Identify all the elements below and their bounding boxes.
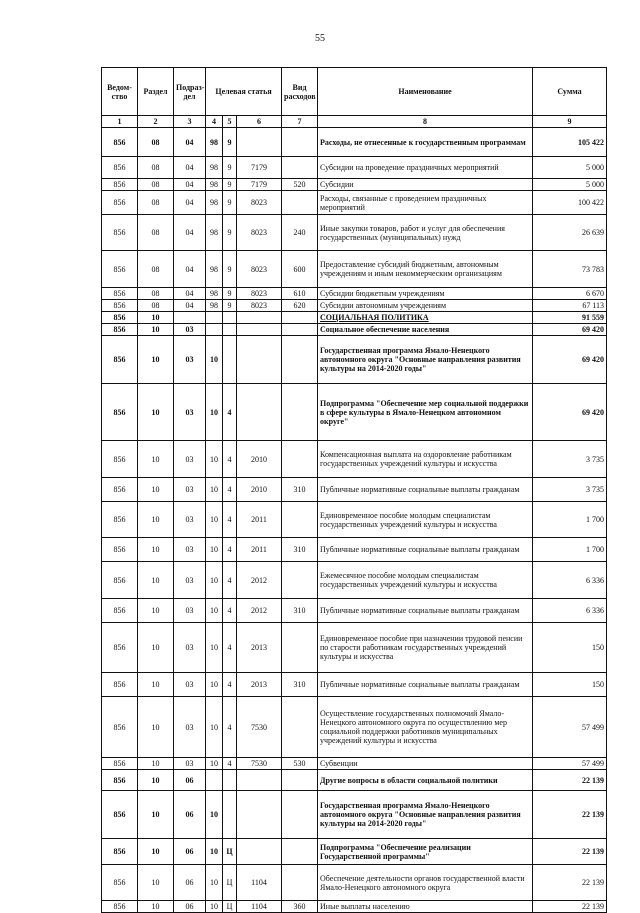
row-vedomstvo: 856 <box>102 502 138 538</box>
row-celevaya-2: 9 <box>223 191 237 215</box>
row-vid-rashodov: 310 <box>282 673 318 697</box>
row-celevaya-1: 10 <box>206 791 223 839</box>
row-celevaya-1: 10 <box>206 623 223 673</box>
row-vedomstvo: 856 <box>102 839 138 865</box>
row-razdel: 10 <box>138 770 174 791</box>
row-celevaya-1: 10 <box>206 384 223 441</box>
row-vedomstvo: 856 <box>102 791 138 839</box>
row-celevaya-2: 9 <box>223 179 237 191</box>
row-celevaya-3: 7179 <box>237 157 282 179</box>
row-razdel: 10 <box>138 562 174 599</box>
row-celevaya-3: 8023 <box>237 300 282 312</box>
row-naimenovanie: Публичные нормативные социальные выплаты гражданам <box>318 538 533 562</box>
row-celevaya-1: 10 <box>206 901 223 913</box>
row-celevaya-1: 98 <box>206 215 223 251</box>
column-number: 8 <box>318 116 533 128</box>
row-celevaya-2: 9 <box>223 300 237 312</box>
row-celevaya-3 <box>237 336 282 384</box>
row-vid-rashodov <box>282 502 318 538</box>
row-celevaya-1: 10 <box>206 599 223 623</box>
row-podrazdel: 03 <box>174 673 206 697</box>
header-razdel: Раздел <box>138 68 174 116</box>
row-razdel: 08 <box>138 215 174 251</box>
table-row <box>102 758 607 770</box>
row-summa: 57 499 <box>533 758 607 770</box>
row-vedomstvo: 856 <box>102 758 138 770</box>
table-row <box>102 441 607 478</box>
row-vid-rashodov: 310 <box>282 478 318 502</box>
row-naimenovanie: Социальное обеспечение населения <box>318 324 533 336</box>
row-celevaya-2: Ц <box>223 839 237 865</box>
row-vedomstvo: 856 <box>102 901 138 913</box>
table-row <box>102 300 607 312</box>
row-celevaya-1: 98 <box>206 157 223 179</box>
row-razdel: 10 <box>138 901 174 913</box>
row-vedomstvo: 856 <box>102 478 138 502</box>
row-summa: 26 639 <box>533 215 607 251</box>
row-summa: 150 <box>533 673 607 697</box>
row-summa: 100 422 <box>533 191 607 215</box>
row-naimenovanie: Субсидии автономным учреждениям <box>318 300 533 312</box>
row-naimenovanie: Осуществление государственных полномочий Ямало-Ненецкого автономного округа по осуществлению мер социальной поддержки работников муниципальных учреждений культуры и искусства <box>318 697 533 758</box>
row-summa: 22 139 <box>533 839 607 865</box>
row-razdel: 08 <box>138 288 174 300</box>
table-row <box>102 251 607 288</box>
row-razdel: 08 <box>138 251 174 288</box>
row-vid-rashodov: 240 <box>282 215 318 251</box>
table-row <box>102 502 607 538</box>
row-summa: 69 420 <box>533 324 607 336</box>
row-summa: 1 700 <box>533 502 607 538</box>
row-celevaya-3 <box>237 791 282 839</box>
row-razdel: 10 <box>138 441 174 478</box>
header-vedomstvo: Ведом-ство <box>102 68 138 116</box>
column-number: 6 <box>237 116 282 128</box>
row-celevaya-1: 10 <box>206 336 223 384</box>
row-naimenovanie: Компенсационная выплата на оздоровление работникам государственных учреждений культуры и искусства <box>318 441 533 478</box>
row-celevaya-1: 10 <box>206 441 223 478</box>
table-row <box>102 673 607 697</box>
row-celevaya-3: 2011 <box>237 502 282 538</box>
row-podrazdel: 03 <box>174 441 206 478</box>
column-number: 3 <box>174 116 206 128</box>
row-celevaya-2: 4 <box>223 697 237 758</box>
row-razdel: 10 <box>138 865 174 901</box>
row-celevaya-1: 10 <box>206 758 223 770</box>
row-celevaya-2: 4 <box>223 758 237 770</box>
row-vedomstvo: 856 <box>102 673 138 697</box>
row-celevaya-2 <box>223 791 237 839</box>
row-naimenovanie: Субсидии бюджетным учреждениям <box>318 288 533 300</box>
row-celevaya-1: 10 <box>206 538 223 562</box>
row-naimenovanie: Расходы, связанные с проведением праздничных мероприятий <box>318 191 533 215</box>
row-vid-rashodov <box>282 623 318 673</box>
row-podrazdel: 04 <box>174 288 206 300</box>
table-row <box>102 179 607 191</box>
row-celevaya-3: 1104 <box>237 901 282 913</box>
row-vid-rashodov <box>282 128 318 157</box>
row-summa: 22 139 <box>533 770 607 791</box>
row-razdel: 10 <box>138 758 174 770</box>
row-vid-rashodov <box>282 562 318 599</box>
row-celevaya-2: 4 <box>223 441 237 478</box>
row-celevaya-1: 98 <box>206 128 223 157</box>
row-celevaya-3 <box>237 839 282 865</box>
row-vedomstvo: 856 <box>102 215 138 251</box>
row-summa: 22 139 <box>533 791 607 839</box>
row-celevaya-3 <box>237 770 282 791</box>
row-podrazdel: 06 <box>174 865 206 901</box>
row-razdel: 10 <box>138 623 174 673</box>
row-naimenovanie: Публичные нормативные социальные выплаты гражданам <box>318 673 533 697</box>
row-naimenovanie: Государственная программа Ямало-Ненецкого автономного округа "Основные направления развития культуры на 2014-2020 годы" <box>318 791 533 839</box>
row-summa: 69 420 <box>533 336 607 384</box>
row-vid-rashodov <box>282 441 318 478</box>
row-celevaya-1: 10 <box>206 697 223 758</box>
row-vedomstvo: 856 <box>102 599 138 623</box>
row-vid-rashodov <box>282 312 318 324</box>
table-row <box>102 384 607 441</box>
table-row <box>102 288 607 300</box>
table-row <box>102 215 607 251</box>
row-naimenovanie: Публичные нормативные социальные выплаты гражданам <box>318 599 533 623</box>
row-vedomstvo: 856 <box>102 324 138 336</box>
row-naimenovanie: Расходы, не отнесенные к государственным программам <box>318 128 533 157</box>
row-summa: 22 139 <box>533 901 607 913</box>
row-celevaya-3 <box>237 312 282 324</box>
row-celevaya-3: 2013 <box>237 623 282 673</box>
table-row <box>102 865 607 901</box>
row-vid-rashodov: 360 <box>282 901 318 913</box>
row-vedomstvo: 856 <box>102 128 138 157</box>
row-naimenovanie: Иные выплаты населению <box>318 901 533 913</box>
row-celevaya-2 <box>223 324 237 336</box>
row-razdel: 10 <box>138 324 174 336</box>
table-row <box>102 157 607 179</box>
row-vedomstvo: 856 <box>102 623 138 673</box>
row-celevaya-3: 1104 <box>237 865 282 901</box>
column-number-row <box>102 116 607 128</box>
row-vid-rashodov <box>282 384 318 441</box>
row-naimenovanie: Единовременное пособие молодым специалистам государственных учреждений культуры и искусства <box>318 502 533 538</box>
row-vedomstvo: 856 <box>102 697 138 758</box>
row-vid-rashodov: 600 <box>282 251 318 288</box>
column-number: 2 <box>138 116 174 128</box>
row-naimenovanie: Субвенции <box>318 758 533 770</box>
row-celevaya-3: 8023 <box>237 215 282 251</box>
row-vedomstvo: 856 <box>102 865 138 901</box>
header-vid-rashodov: Вид расходов <box>282 68 318 116</box>
row-razdel: 08 <box>138 128 174 157</box>
row-celevaya-2 <box>223 770 237 791</box>
row-celevaya-3: 7179 <box>237 179 282 191</box>
row-summa: 69 420 <box>533 384 607 441</box>
row-razdel: 10 <box>138 673 174 697</box>
row-summa: 5 000 <box>533 179 607 191</box>
row-celevaya-1 <box>206 312 223 324</box>
row-summa: 57 499 <box>533 697 607 758</box>
row-naimenovanie: Предоставление субсидий бюджетным, автономным учреждениям и иным некоммерческим организациям <box>318 251 533 288</box>
row-naimenovanie: Подпрограмма "Обеспечение мер социальной поддержки в сфере культуры в Ямало-Ненецком автономном округе" <box>318 384 533 441</box>
header-row <box>102 68 607 116</box>
row-celevaya-3: 2013 <box>237 673 282 697</box>
row-celevaya-2 <box>223 336 237 384</box>
row-summa: 6 670 <box>533 288 607 300</box>
column-number: 4 <box>206 116 223 128</box>
row-celevaya-2: 4 <box>223 599 237 623</box>
row-razdel: 10 <box>138 478 174 502</box>
row-vid-rashodov <box>282 697 318 758</box>
row-podrazdel: 04 <box>174 251 206 288</box>
row-vedomstvo: 856 <box>102 251 138 288</box>
row-celevaya-3: 8023 <box>237 191 282 215</box>
row-podrazdel: 03 <box>174 478 206 502</box>
column-number: 1 <box>102 116 138 128</box>
row-naimenovanie: Другие вопросы в области социальной политики <box>318 770 533 791</box>
row-vid-rashodov: 310 <box>282 599 318 623</box>
row-razdel: 08 <box>138 300 174 312</box>
row-celevaya-2: 4 <box>223 502 237 538</box>
row-podrazdel: 03 <box>174 384 206 441</box>
row-celevaya-1: 98 <box>206 251 223 288</box>
row-celevaya-2: 4 <box>223 538 237 562</box>
row-celevaya-3: 2010 <box>237 478 282 502</box>
row-podrazdel: 03 <box>174 336 206 384</box>
row-vid-rashodov <box>282 865 318 901</box>
table-row <box>102 697 607 758</box>
row-razdel: 10 <box>138 384 174 441</box>
table-row <box>102 562 607 599</box>
row-summa: 73 783 <box>533 251 607 288</box>
row-celevaya-2: Ц <box>223 901 237 913</box>
row-vedomstvo: 856 <box>102 288 138 300</box>
row-vid-rashodov: 310 <box>282 538 318 562</box>
row-razdel: 08 <box>138 157 174 179</box>
header-celevaya-statya: Целевая статья <box>206 68 282 116</box>
row-vedomstvo: 856 <box>102 336 138 384</box>
row-celevaya-1 <box>206 770 223 791</box>
row-podrazdel: 03 <box>174 623 206 673</box>
row-celevaya-1: 98 <box>206 288 223 300</box>
row-razdel: 10 <box>138 502 174 538</box>
row-podrazdel: 03 <box>174 697 206 758</box>
row-celevaya-3: 7530 <box>237 697 282 758</box>
row-podrazdel <box>174 312 206 324</box>
row-celevaya-3: 2012 <box>237 562 282 599</box>
row-summa: 105 422 <box>533 128 607 157</box>
row-vid-rashodov: 620 <box>282 300 318 312</box>
row-celevaya-1: 10 <box>206 865 223 901</box>
row-celevaya-2: 4 <box>223 673 237 697</box>
row-celevaya-3: 8023 <box>237 288 282 300</box>
column-number: 5 <box>223 116 237 128</box>
row-celevaya-3 <box>237 384 282 441</box>
row-podrazdel: 04 <box>174 179 206 191</box>
row-podrazdel: 04 <box>174 300 206 312</box>
row-naimenovanie: Иные закупки товаров, работ и услуг для обеспечения государственных (муниципальных) нужд <box>318 215 533 251</box>
table-row <box>102 623 607 673</box>
row-celevaya-3: 7530 <box>237 758 282 770</box>
page-number: 55 <box>315 33 325 44</box>
row-celevaya-3 <box>237 324 282 336</box>
row-celevaya-2: 4 <box>223 623 237 673</box>
row-vedomstvo: 856 <box>102 770 138 791</box>
row-summa: 6 336 <box>533 599 607 623</box>
row-celevaya-2: 9 <box>223 157 237 179</box>
row-podrazdel: 03 <box>174 324 206 336</box>
row-vid-rashodov: 520 <box>282 179 318 191</box>
row-vedomstvo: 856 <box>102 191 138 215</box>
row-naimenovanie: Обеспечение деятельности органов государственной власти Ямало-Ненецкого автономного округа <box>318 865 533 901</box>
header-naimenovanie: Наименование <box>318 68 533 116</box>
row-celevaya-1: 10 <box>206 673 223 697</box>
row-vid-rashodov <box>282 839 318 865</box>
row-razdel: 10 <box>138 697 174 758</box>
row-razdel: 10 <box>138 839 174 865</box>
row-podrazdel: 03 <box>174 599 206 623</box>
row-celevaya-2: 4 <box>223 562 237 599</box>
column-number: 7 <box>282 116 318 128</box>
row-podrazdel: 03 <box>174 758 206 770</box>
row-vedomstvo: 856 <box>102 179 138 191</box>
row-vedomstvo: 856 <box>102 157 138 179</box>
row-podrazdel: 04 <box>174 128 206 157</box>
row-celevaya-1: 98 <box>206 191 223 215</box>
row-podrazdel: 03 <box>174 502 206 538</box>
row-summa: 150 <box>533 623 607 673</box>
row-celevaya-3: 2012 <box>237 599 282 623</box>
row-podrazdel: 04 <box>174 215 206 251</box>
row-naimenovanie: Единовременное пособие при назначении трудовой пенсии по старости работникам государственных учреждений культуры и искусства <box>318 623 533 673</box>
table-row <box>102 478 607 502</box>
row-vid-rashodov <box>282 336 318 384</box>
row-naimenovanie: Государственная программа Ямало-Ненецкого автономного округа "Основные направления развития культуры на 2014-2020 годы" <box>318 336 533 384</box>
row-celevaya-2: Ц <box>223 865 237 901</box>
row-summa: 3 735 <box>533 441 607 478</box>
row-vid-rashodov: 610 <box>282 288 318 300</box>
row-celevaya-1: 98 <box>206 300 223 312</box>
row-podrazdel: 06 <box>174 839 206 865</box>
row-podrazdel: 03 <box>174 538 206 562</box>
row-celevaya-1: 10 <box>206 839 223 865</box>
row-vedomstvo: 856 <box>102 384 138 441</box>
row-celevaya-3: 2011 <box>237 538 282 562</box>
row-naimenovanie: Субсидии на проведение праздничных мероприятий <box>318 157 533 179</box>
row-celevaya-1: 10 <box>206 562 223 599</box>
row-razdel: 10 <box>138 791 174 839</box>
row-celevaya-1: 98 <box>206 179 223 191</box>
row-razdel: 08 <box>138 191 174 215</box>
row-celevaya-2 <box>223 312 237 324</box>
row-summa: 67 113 <box>533 300 607 312</box>
row-razdel: 10 <box>138 336 174 384</box>
row-vid-rashodov <box>282 770 318 791</box>
row-naimenovanie: Подпрограмма "Обеспечение реализации Государственной программы" <box>318 839 533 865</box>
row-podrazdel: 06 <box>174 770 206 791</box>
table-row <box>102 599 607 623</box>
row-vedomstvo: 856 <box>102 312 138 324</box>
header-podrazdel: Подраз-дел <box>174 68 206 116</box>
row-summa: 5 000 <box>533 157 607 179</box>
row-celevaya-2: 9 <box>223 288 237 300</box>
row-celevaya-3: 8023 <box>237 251 282 288</box>
row-podrazdel: 06 <box>174 791 206 839</box>
table-row <box>102 901 607 913</box>
row-summa: 6 336 <box>533 562 607 599</box>
row-naimenovanie: Ежемесячное пособие молодым специалистам государственных учреждений культуры и искусства <box>318 562 533 599</box>
row-vid-rashodov <box>282 191 318 215</box>
row-naimenovanie: СОЦИАЛЬНАЯ ПОЛИТИКА <box>318 312 533 324</box>
row-summa: 91 559 <box>533 312 607 324</box>
row-naimenovanie: Субсидии <box>318 179 533 191</box>
row-vedomstvo: 856 <box>102 441 138 478</box>
row-summa: 22 139 <box>533 865 607 901</box>
row-podrazdel: 04 <box>174 157 206 179</box>
row-celevaya-3: 2010 <box>237 441 282 478</box>
row-celevaya-1: 10 <box>206 478 223 502</box>
row-celevaya-3 <box>237 128 282 157</box>
row-razdel: 10 <box>138 312 174 324</box>
row-celevaya-2: 4 <box>223 384 237 441</box>
row-vid-rashodov <box>282 157 318 179</box>
table-row <box>102 324 607 336</box>
row-podrazdel: 04 <box>174 191 206 215</box>
table-row <box>102 538 607 562</box>
header-summa: Сумма <box>533 68 607 116</box>
row-podrazdel: 06 <box>174 901 206 913</box>
table-row <box>102 312 607 324</box>
budget-table <box>101 67 607 913</box>
row-vid-rashodov <box>282 324 318 336</box>
row-summa: 1 700 <box>533 538 607 562</box>
row-vedomstvo: 856 <box>102 538 138 562</box>
row-celevaya-1 <box>206 324 223 336</box>
row-razdel: 10 <box>138 599 174 623</box>
row-vedomstvo: 856 <box>102 300 138 312</box>
row-summa: 3 735 <box>533 478 607 502</box>
row-celevaya-2: 9 <box>223 251 237 288</box>
row-vid-rashodov: 530 <box>282 758 318 770</box>
row-razdel: 10 <box>138 538 174 562</box>
row-celevaya-2: 9 <box>223 128 237 157</box>
table-row <box>102 336 607 384</box>
row-celevaya-1: 10 <box>206 502 223 538</box>
table-row <box>102 791 607 839</box>
row-naimenovanie: Публичные нормативные социальные выплаты гражданам <box>318 478 533 502</box>
table-row <box>102 191 607 215</box>
row-celevaya-2: 4 <box>223 478 237 502</box>
table-row <box>102 839 607 865</box>
table-row <box>102 770 607 791</box>
row-vedomstvo: 856 <box>102 562 138 599</box>
column-number: 9 <box>533 116 607 128</box>
row-vid-rashodov <box>282 791 318 839</box>
table-row <box>102 128 607 157</box>
row-celevaya-2: 9 <box>223 215 237 251</box>
row-razdel: 08 <box>138 179 174 191</box>
row-podrazdel: 03 <box>174 562 206 599</box>
